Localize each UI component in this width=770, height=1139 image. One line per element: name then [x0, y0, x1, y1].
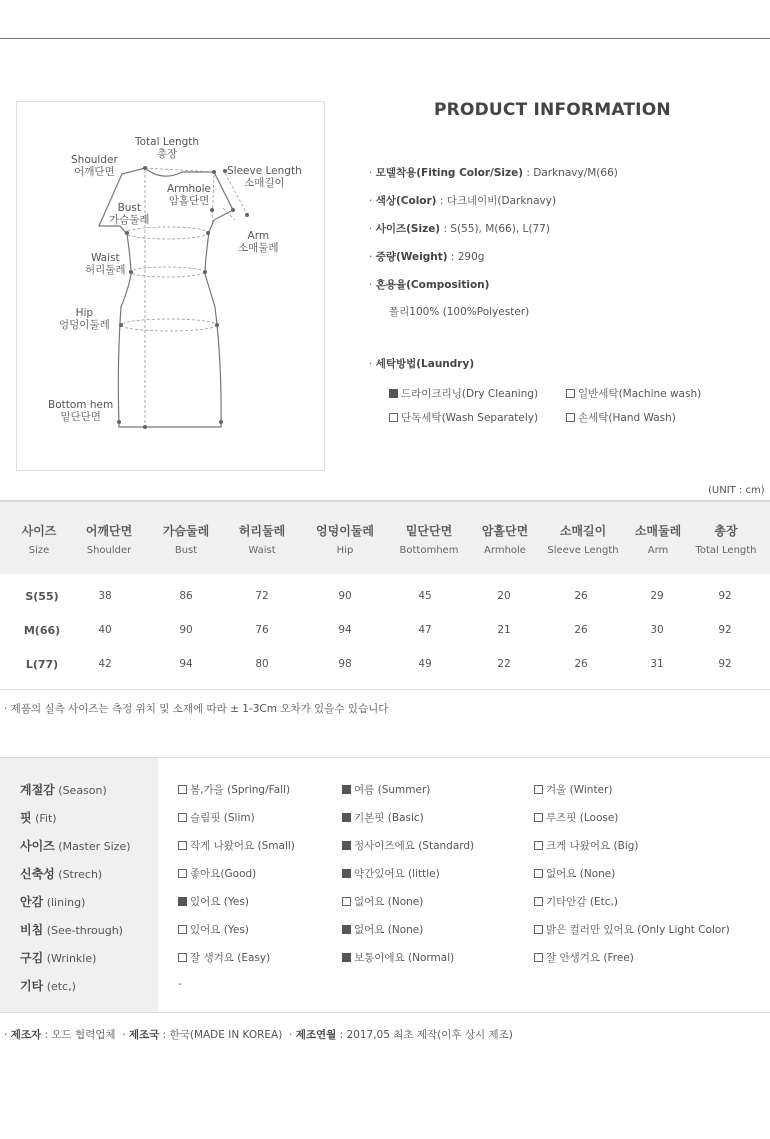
top-divider — [0, 38, 770, 39]
attr-option: 없어요 (None) — [342, 894, 423, 909]
table-cell: 94 — [338, 624, 352, 636]
attr-option: 기타안감 (Etc,) — [534, 894, 618, 909]
attr-option: 잘 안생겨요 (Free) — [534, 950, 634, 965]
attr-option: 슬림핏 (Slim) — [178, 810, 255, 825]
table-cell: 72 — [255, 590, 269, 602]
label-bottom-hem: Bottom hem 밑단단면 — [48, 399, 114, 423]
attr-option: 있어요 (Yes) — [178, 922, 249, 937]
header-en: Hip — [336, 545, 354, 556]
composition-row: · 혼용율(Composition) — [369, 279, 490, 291]
table-cell: 38 — [98, 590, 112, 602]
checkbox-empty-icon — [534, 953, 543, 962]
header-en: Waist — [248, 545, 276, 556]
header-ko: 가슴둘레 — [162, 524, 210, 538]
checkbox-checked-icon — [342, 869, 351, 878]
attr-option: 있어요 (Yes) — [178, 894, 249, 909]
table-cell: 26 — [574, 624, 588, 636]
header-ko: 총장 — [714, 524, 738, 538]
header-ko: 밑단단면 — [405, 524, 453, 538]
checkbox-empty-icon — [342, 897, 351, 906]
header-en: Total Length — [695, 545, 757, 556]
weight-row: · 중량(Weight) : 290g — [369, 251, 485, 263]
table-cell: 98 — [338, 658, 352, 670]
attr-option: 정사이즈에요 (Standard) — [342, 838, 474, 853]
checkbox-checked-icon — [342, 953, 351, 962]
checkbox-empty-icon — [178, 869, 187, 878]
label-shoulder: Shoulder 어깨단면 — [71, 154, 118, 178]
product-info-title: PRODUCT INFORMATION — [434, 100, 671, 120]
header-ko: 사이즈 — [21, 524, 57, 538]
checkbox-checked-icon — [342, 813, 351, 822]
attr-label-fit: 핏 (Fit) — [20, 811, 57, 825]
attr-option: 밝은 컬러만 있어요 (Only Light Color) — [534, 922, 730, 937]
attributes-bottom-divider — [0, 1012, 770, 1013]
checkbox-checked-icon — [178, 897, 187, 906]
header-en: Sleeve Length — [547, 545, 619, 556]
header-ko: 암홀단면 — [481, 524, 529, 538]
checkbox-checked-icon — [389, 389, 398, 398]
attr-option: 없어요 (None) — [534, 866, 615, 881]
checkbox-empty-icon — [534, 785, 543, 794]
composition-value: 폴리100% (100%Polyester) — [389, 306, 530, 318]
label-arm: Arm 소매둘레 — [238, 230, 279, 254]
attr-option: 봄,가을 (Spring/Fall) — [178, 782, 290, 797]
table-cell: 76 — [255, 624, 269, 636]
table-cell: 20 — [497, 590, 511, 602]
header-en: Size — [28, 545, 50, 556]
table-cell: 49 — [418, 658, 432, 670]
table-cell: 22 — [497, 658, 511, 670]
table-cell: 29 — [650, 590, 664, 602]
label-bust: Bust 가슴둘레 — [109, 202, 150, 226]
table-cell: 80 — [255, 658, 269, 670]
label-armhole: Armhole 암홀단면 — [167, 183, 211, 207]
checkbox-empty-icon — [178, 925, 187, 934]
header-ko: 허리둘레 — [238, 524, 286, 538]
header-ko: 소매길이 — [559, 524, 607, 538]
checkbox-empty-icon — [178, 841, 187, 850]
checkbox-empty-icon — [534, 813, 543, 822]
table-cell: 45 — [418, 590, 432, 602]
checkbox-empty-icon — [178, 785, 187, 794]
table-cell: 26 — [574, 658, 588, 670]
attr-option: 약간있어요 (little) — [342, 866, 440, 881]
table-cell: 30 — [650, 624, 664, 636]
checkbox-checked-icon — [342, 925, 351, 934]
laundry-option: 손세탁(Hand Wash) — [566, 410, 676, 425]
laundry-option: 일반세탁(Machine wash) — [566, 386, 701, 401]
table-cell: 92 — [718, 624, 732, 636]
table-cell: 90 — [338, 590, 352, 602]
header-en: Shoulder — [86, 545, 132, 556]
label-waist: Waist 허리둘레 — [85, 252, 126, 276]
table-row-label: L(77) — [25, 658, 59, 671]
table-cell: 21 — [497, 624, 511, 636]
size-table-header — [0, 500, 770, 574]
attr-label-strech: 신축성 (Strech) — [20, 867, 103, 881]
header-en: Bust — [174, 545, 198, 556]
attr-label-wrinkle: 구김 (Wrinkle) — [20, 951, 97, 965]
label-hip: Hip 엉덩이둘레 — [59, 307, 110, 331]
size-note: · 제품의 실측 사이즈는 측정 위치 및 소재에 따라 ± 1-3Cm 오차가 있을수 있습니다 — [4, 703, 389, 715]
laundry-option: 단독세탁(Wash Separately) — [389, 410, 538, 425]
table-cell: 92 — [718, 590, 732, 602]
manufacturer-info: · 제조자 : 오드 협력업체 · 제조국 : 한국(MADE IN KOREA) · 제조연월 : 2017,05 최초 제작(이후 상시 제조) — [4, 1029, 513, 1041]
header-ko: 소매둘레 — [634, 524, 682, 538]
attr-option: 없어요 (None) — [342, 922, 423, 937]
checkbox-empty-icon — [534, 897, 543, 906]
checkbox-empty-icon — [534, 841, 543, 850]
attr-label-see-through: 비침 (See-through) — [20, 923, 123, 937]
attr-option: 작게 나왔어요 (Small) — [178, 838, 295, 853]
attr-label-master-size: 사이즈 (Master Size) — [20, 839, 131, 853]
table-row-label: S(55) — [25, 590, 59, 603]
attr-option: 보통이에요 (Normal) — [342, 950, 454, 965]
attr-label-etc: 기타 (etc,) — [20, 979, 76, 993]
checkbox-empty-icon — [178, 953, 187, 962]
checkbox-empty-icon — [178, 813, 187, 822]
checkbox-empty-icon — [389, 413, 398, 422]
attr-label-season: 계절감 (Season) — [20, 783, 107, 797]
attr-option: 잘 생겨요 (Easy) — [178, 950, 270, 965]
header-en: Armhole — [484, 545, 526, 556]
attr-option: 겨울 (Winter) — [534, 782, 612, 797]
table-cell: 47 — [418, 624, 432, 636]
table-cell: 40 — [98, 624, 112, 636]
header-en: Arm — [647, 545, 669, 556]
attr-etc-value: - — [178, 978, 182, 990]
table-cell: 31 — [650, 658, 664, 670]
attr-option: 루즈핏 (Loose) — [534, 810, 618, 825]
size-row: · 사이즈(Size) : S(55), M(66), L(77) — [369, 223, 550, 235]
attr-option: 기본핏 (Basic) — [342, 810, 424, 825]
attr-option: 크게 나왔어요 (Big) — [534, 838, 639, 853]
checkbox-checked-icon — [342, 785, 351, 794]
table-cell: 92 — [718, 658, 732, 670]
table-cell: 90 — [179, 624, 193, 636]
checkbox-empty-icon — [534, 869, 543, 878]
checkbox-empty-icon — [534, 925, 543, 934]
label-total-length: Total Length 총장 — [135, 136, 200, 160]
table-cell: 86 — [179, 590, 193, 602]
label-sleeve-length: Sleeve Length 소매길이 — [227, 165, 302, 189]
attr-option: 좋아요(Good) — [178, 866, 256, 881]
attr-label-lining: 안감 (lining) — [20, 895, 86, 909]
color-row: · 색상(Color) : 다크네이비(Darknavy) — [369, 195, 557, 207]
fitting-row: · 모델착용(Fiting Color/Size) : Darknavy/M(66) — [369, 167, 618, 179]
header-en: Bottomhem — [399, 545, 459, 556]
table-cell: 42 — [98, 658, 112, 670]
laundry-option: 드라이크리닝(Dry Cleaning) — [389, 386, 538, 401]
checkbox-empty-icon — [566, 413, 575, 422]
unit-label: (UNIT : cm) — [708, 485, 765, 496]
attr-option: 여름 (Summer) — [342, 782, 430, 797]
table-row-label: M(66) — [23, 624, 61, 637]
table-cell: 26 — [574, 590, 588, 602]
laundry-row: · 세탁방법(Laundry) — [369, 358, 475, 370]
table-cell: 94 — [179, 658, 193, 670]
measurement-diagram — [16, 101, 325, 471]
header-ko: 엉덩이둘레 — [316, 524, 374, 538]
table-divider — [0, 689, 770, 690]
header-ko: 어깨단면 — [85, 524, 133, 538]
checkbox-checked-icon — [342, 841, 351, 850]
checkbox-empty-icon — [566, 389, 575, 398]
